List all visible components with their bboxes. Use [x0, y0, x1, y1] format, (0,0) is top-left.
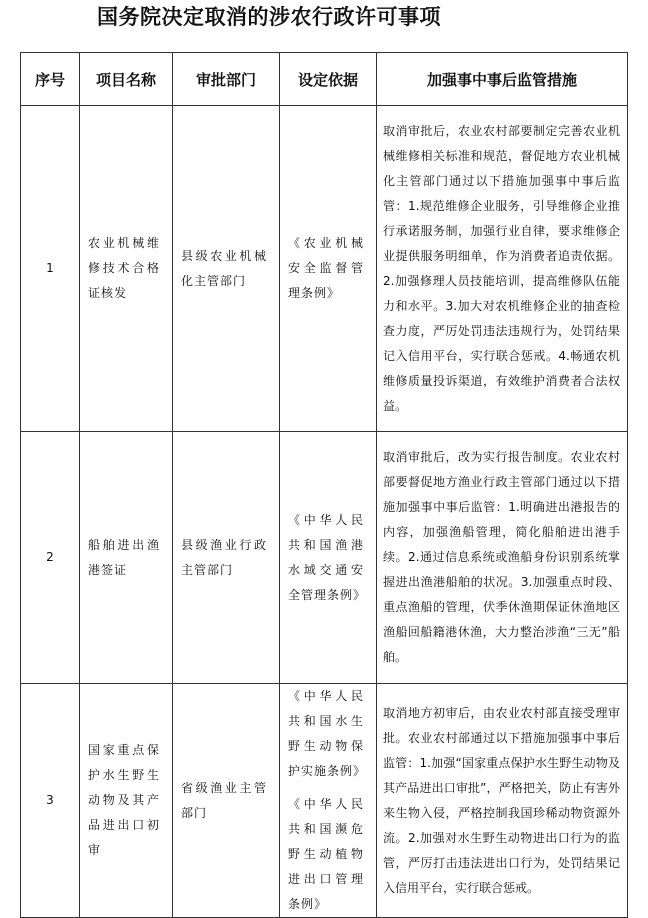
cell-legal-basis	[280, 106, 377, 432]
cell-legal-basis	[280, 684, 377, 918]
legal-basis-item: 《农业机械安全监督管理条例》	[288, 236, 364, 300]
page-title: 国务院决定取消的涉农行政许可事项	[97, 5, 441, 29]
cell-legal-basis	[280, 432, 377, 684]
cell-supervision-measures: 取消审批后，改为实行报告制度。农业农村部要督促地方渔业行政主管部门通过以下措施加强事中事后监管：1.明确进出港报告的内容，加强渔船管理，简化船舶进出港手续。2.通过信息系统或渔船身份识别系统掌握进出渔港船舶的状况。3.加强重点时段、重点渔船的管理，伏季休渔期保证休渔地区渔船回船籍港休渔，大力整治涉渔“三无”船舶。	[377, 432, 628, 684]
table-row	[21, 106, 628, 432]
cell-serial-number: 3	[21, 684, 80, 918]
header-legal-basis: 设定依据	[280, 53, 377, 106]
cell-supervision-measures: 取消地方初审后，由农业农村部直接受理审批。农业农村部通过以下措施加强事中事后监管：1.加强“国家重点保护水生野生动物及其产品进出口审批”，严格把关，防止有害外来生物入侵，严格控制我国珍稀动物资源外流。2.加强对水生野生动物进出口行为的监管，严厉打击违法进出口行为，处罚结果记入信用平台，实行联合惩戒。	[377, 684, 628, 918]
licensing-items-table	[20, 52, 628, 918]
header-supervision-measures: 加强事中事后监管措施	[377, 53, 628, 106]
cell-item-name: 国家重点保护水生野生动物及其产品进出口初审	[80, 684, 173, 918]
cell-approval-department: 县级渔业行政主管部门	[173, 432, 280, 684]
table-row	[21, 684, 628, 918]
cell-serial-number: 1	[21, 106, 80, 432]
cell-item-name: 农业机械维修技术合格证核发	[80, 106, 173, 432]
header-approval-department: 审批部门	[173, 53, 280, 106]
table-header-row	[21, 53, 628, 106]
legal-basis-item: 《中华人民共和国濒危野生动植物进出口管理条例》	[288, 797, 364, 911]
cell-approval-department: 县级农业机械化主管部门	[173, 106, 280, 432]
legal-basis-item: 《中华人民共和国水生野生动物保护实施条例》	[288, 689, 367, 778]
table-row	[21, 432, 628, 684]
cell-supervision-measures: 取消审批后，农业农村部要制定完善农业机械维修相关标准和规范，督促地方农业机械化主管部门通过以下措施加强事中事后监管：1.规范维修企业服务，引导维修企业推行承诺服务制，加强行业自律，要求维修企业提供服务明细单，作为消费者追责依据。2.加强修理人员技能培训，提高维修队伍能力和水平。3.加大对农机维修企业的抽查检查力度，严厉处罚违法违规行为，处罚结果记入信用平台，实行联合惩戒。4.畅通农机维修质量投诉渠道，有效维护消费者合法权益。	[377, 106, 628, 432]
legal-basis-item: 《中华人民共和国渔港水域交通安全管理条例》	[288, 512, 367, 602]
header-item-name: 项目名称	[80, 53, 173, 106]
header-serial-number: 序号	[21, 53, 80, 106]
cell-approval-department: 省级渔业主管部门	[173, 684, 280, 918]
cell-serial-number: 2	[21, 432, 80, 684]
cell-item-name: 船舶进出渔港签证	[80, 432, 173, 684]
